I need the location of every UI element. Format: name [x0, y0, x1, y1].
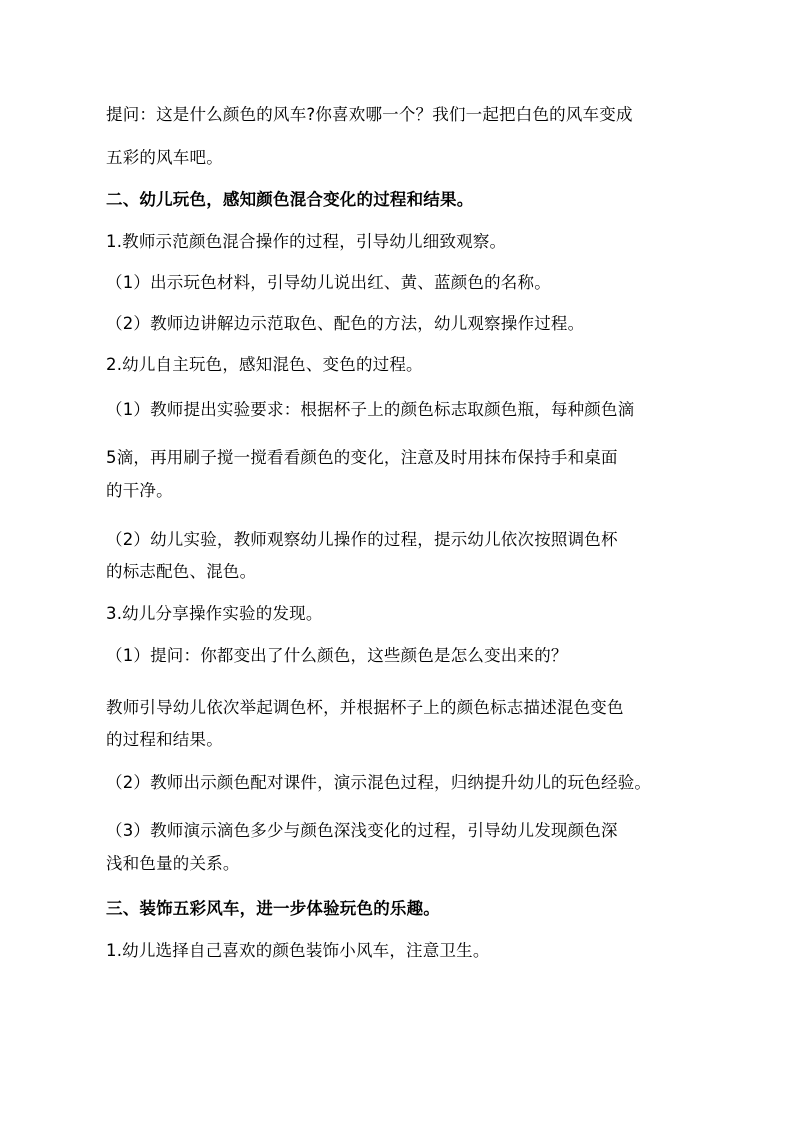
paragraph-line: （2）教师边讲解边示范取色、配色的方法，幼儿观察操作过程。: [106, 314, 585, 333]
paragraph-line: 教师引导幼儿依次举起调色杯，并根据杯子上的颜色标志描述混色变色: [106, 698, 624, 717]
paragraph-line: 3.幼儿分享操作实验的发现。: [106, 604, 323, 623]
paragraph-line: 的干净。: [106, 481, 173, 500]
paragraph-line: 提问：这是什么颜色的风车?你喜欢哪一个？我们一起把白色的风车变成: [106, 105, 633, 124]
paragraph-line: （1）出示玩色材料，引导幼儿说出红、黄、蓝颜色的名称。: [106, 273, 551, 292]
paragraph-line: （2）幼儿实验，教师观察幼儿操作的过程，提示幼儿依次按照调色杯: [106, 530, 618, 549]
paragraph-line: （3）教师演示滴色多少与颜色深浅变化的过程，引导幼儿发现颜色深: [106, 821, 618, 840]
paragraph-line: 的过程和结果。: [106, 730, 223, 749]
paragraph-line: （1）教师提出实验要求：根据杯子上的颜色标志取颜色瓶，每种颜色滴: [106, 400, 635, 419]
paragraph-line: （1）提问：你都变出了什么颜色，这些颜色是怎么变出来的？: [106, 646, 568, 665]
section-heading: 三、装饰五彩风车，进一步体验玩色的乐趣。: [106, 899, 440, 918]
paragraph-line: 五彩的风车吧。: [106, 148, 223, 167]
paragraph-line: 1.幼儿选择自己喜欢的颜色装饰小风车，注意卫生。: [106, 941, 490, 960]
paragraph-line: 5滴，再用刷子搅一搅看看颜色的变化，注意及时用抹布保持手和桌面: [106, 448, 618, 467]
paragraph-line: 的标志配色、混色。: [106, 562, 257, 581]
paragraph-line: 1.教师示范颜色混合操作的过程，引导幼儿细致观察。: [106, 232, 507, 251]
section-heading: 二、幼儿玩色，感知颜色混合变化的过程和结果。: [106, 190, 474, 209]
paragraph-line: （2）教师出示颜色配对课件，演示混色过程，归纳提升幼儿的玩色经验。: [106, 773, 652, 792]
paragraph-line: 浅和色量的关系。: [106, 854, 240, 873]
paragraph-line: 2.幼儿自主玩色，感知混色、变色的过程。: [106, 355, 423, 374]
